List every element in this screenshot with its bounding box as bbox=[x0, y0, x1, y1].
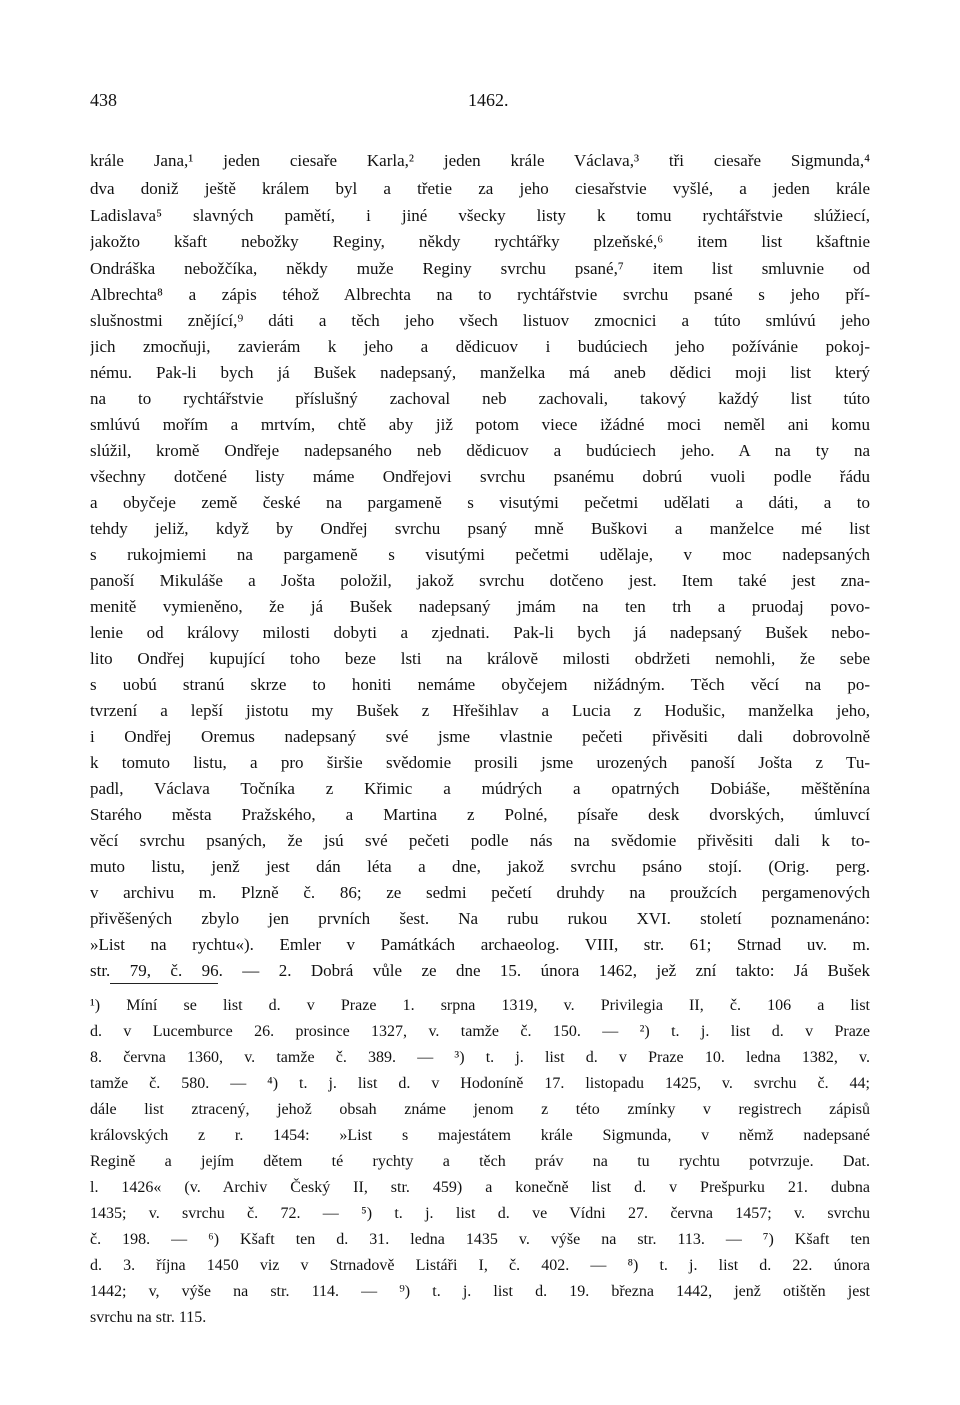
footnote-line: 1435; v. svrchu č. 72. — ⁵) t. j. list d. ve Vídni 27. června 1457; v. svrchu bbox=[90, 1205, 870, 1222]
text-line: v archivu m. Plzně č. 86; ze sedmi pečetí druhdy na proužcích pergamenových bbox=[90, 883, 870, 902]
text-line: padl, Václava Točníka z Křimic a múdrých a opatrných Dobiáše, měštěnína bbox=[90, 779, 870, 798]
text-line: muto listu, jenž jest dán léta a dne, jakož svrchu psáno stojí. (Orig. perg. bbox=[90, 857, 870, 876]
text-line: i Ondřej Oremus nadepsaný své jsme vlastnie pečeti přivěsiti dali dobrovolně bbox=[90, 727, 870, 746]
text-line: lito Ondřej kupující toho beze lsti na královĕ milosti obdržeti nemohli, že sebe bbox=[90, 649, 870, 668]
text-line: tehdy jeliž, když by Ondřej svrchu psaný mně Buškovi a manželce mé list bbox=[90, 519, 870, 538]
text-line: lenie od královy milosti dobyti a zjednati. Pak-li bych já nadepsaný Bušek nebo- bbox=[90, 623, 870, 642]
text-line: menitě vymieněno, že já Bušek nadepsaný jmám na ten trh a pruodaj povo- bbox=[90, 597, 870, 616]
footnote-line: Regině a jejím dětem té rychty a těch práv na tu rychtu potvrzuje. Dat. bbox=[90, 1153, 870, 1170]
text-line: »List na rychtu«). Emler v Památkách archaeolog. VIII, str. 61; Strnad uv. m. bbox=[90, 935, 870, 954]
text-line: jakožto kšaft nebožky Reginy, někdy rychtářky plzeňské,⁶ item list kšaftnie bbox=[90, 232, 870, 251]
text-line: Ladislava⁵ slavných pamětí, i jiné všecky listy k tomu rychtářstvie slúžiecí, bbox=[90, 206, 870, 225]
footnote-line: d. 3. října 1450 viz v Strnadově Listáři I, č. 402. — ⁸) t. j. list d. 22. února bbox=[90, 1257, 870, 1274]
text-line: smlúvú mořím a mrtvím, chtě aby již potom viece ižádné moci neměl ani komu bbox=[90, 415, 870, 434]
text-line: věcí svrchu psaných, že jsú své pečeti podle nás na svědomie přivěsiti dali k to- bbox=[90, 831, 870, 850]
text-line: s uobú stranú skrze to honiti nemáme obyčejem nižádným. Těch věcí na po- bbox=[90, 675, 870, 694]
text-line: s rukojmiemi na pargamenĕ s visutými pečetmi udělaje, v moc nadepsaných bbox=[90, 545, 870, 564]
text-line: všechny dotčené listy máme Ondřejovi svrchu psanému dobrú vuoli podle řádu bbox=[90, 467, 870, 486]
footnote-line: ¹) Míní se list d. v Praze 1. srpna 1319, v. Privilegia II, č. 106 a list bbox=[90, 997, 870, 1014]
text-line: na to rychtářstvie příslušný zachoval neb zachovali, takový každý list túto bbox=[90, 389, 870, 408]
footnote-line: d. v Lucemburce 26. prosince 1327, v. tamže č. 150. — ²) t. j. list d. v Praze bbox=[90, 1023, 870, 1040]
text-line: dva doniž ještě králem byl a třetie za jeho ciesařstvie vyšlé, a jeden krále bbox=[90, 179, 870, 198]
footnote-line: svrchu na str. 115. bbox=[90, 1309, 207, 1326]
footnote-line: 8. června 1360, v. tamže č. 389. — ³) t. j. list d. v Praze 10. ledna 1382, v. bbox=[90, 1049, 870, 1066]
text-line: Albrechta⁸ a zápis téhož Albrechta na to rychtářstvie svrchu psané s jeho pří- bbox=[90, 285, 870, 304]
footnote-line: tamže č. 580. — ⁴) t. j. list d. v Hodoníně 17. listopadu 1425, v. svrchu č. 44; bbox=[90, 1075, 870, 1092]
footnote-line: královských z r. 1454: »List s majestátem krále Sigmunda, v němž nadepsané bbox=[90, 1127, 870, 1144]
text-line: krále Jana,¹ jeden ciesaře Karla,² jeden krále Václava,³ tři ciesaře Sigmunda,⁴ bbox=[90, 151, 870, 170]
text-line: Starého města Pražského, a Martina z Polné, písaře desk dvorských, úmluvcí bbox=[90, 805, 870, 824]
text-line: přivěšených zbylo jen prvních šest. Na rubu rukou XVI. století poznamenáno: bbox=[90, 909, 870, 928]
text-line: a obyčeje země české na pargamenĕ s visutými pečetmi udělati a dáti, a to bbox=[90, 493, 870, 512]
text-line: slušnostmi znějící,⁹ dáti a těch jeho všech listuov zmocnici a túto smlúvú jeho bbox=[90, 311, 870, 330]
footnote-line: dále list ztracený, jehož obsah známe jenom z této zmínky v registrech zápisů bbox=[90, 1101, 870, 1118]
text-line: panoší Mikuláše a Jošta položil, jakož svrchu dotčeno jest. Item také jest zna- bbox=[90, 571, 870, 590]
running-header bbox=[90, 90, 870, 120]
text-line: Ondráška nebožčíka, někdy muže Reginy svrchu psané,⁷ item list smluvnie od bbox=[90, 259, 870, 278]
text-line: jich zmocňuji, zavierám k jeho a dědicuov i budúciech jeho požívánie pokoj- bbox=[90, 337, 870, 356]
text-line: slúžil, kromě Ondřeje nadepsaného neb dědicuov a budúciech jeho. A na ty na bbox=[90, 441, 870, 460]
page-number: 438 bbox=[90, 90, 117, 110]
footnote-line: č. 198. — ⁶) Kšaft ten d. 31. ledna 1435 v. výše na str. 113. — ⁷) Kšaft ten bbox=[90, 1231, 870, 1248]
text-line: nému. Pak-li bych já Bušek nadepsaný, manželka má aneb dědici moji list který bbox=[90, 363, 870, 382]
footnote-separator bbox=[110, 983, 218, 984]
footnote-line: 1442; v, výše na str. 114. — ⁹) t. j. list d. 19. března 1442, jenž otištěn jest bbox=[90, 1283, 870, 1300]
text-line: k tomuto listu, a pro širšie svědomie prosili jsme urozených panoší Jošta z Tu- bbox=[90, 753, 870, 772]
running-head-year: 1462. bbox=[468, 90, 509, 110]
text-line: str. 79, č. 96. — 2. Dobrá vůle ze dne 15. února 1462, jež zní takto: Já Bušek bbox=[90, 961, 870, 980]
text-line: tvrzení a lepší jistotu my Bušek z Hřešihlav a Lucia z Hodušic, manželka jeho, bbox=[90, 701, 870, 720]
footnote-line: l. 1426« (v. Archiv Český II, str. 459) a konečně list d. v Prešpurku 21. dubna bbox=[90, 1179, 870, 1196]
